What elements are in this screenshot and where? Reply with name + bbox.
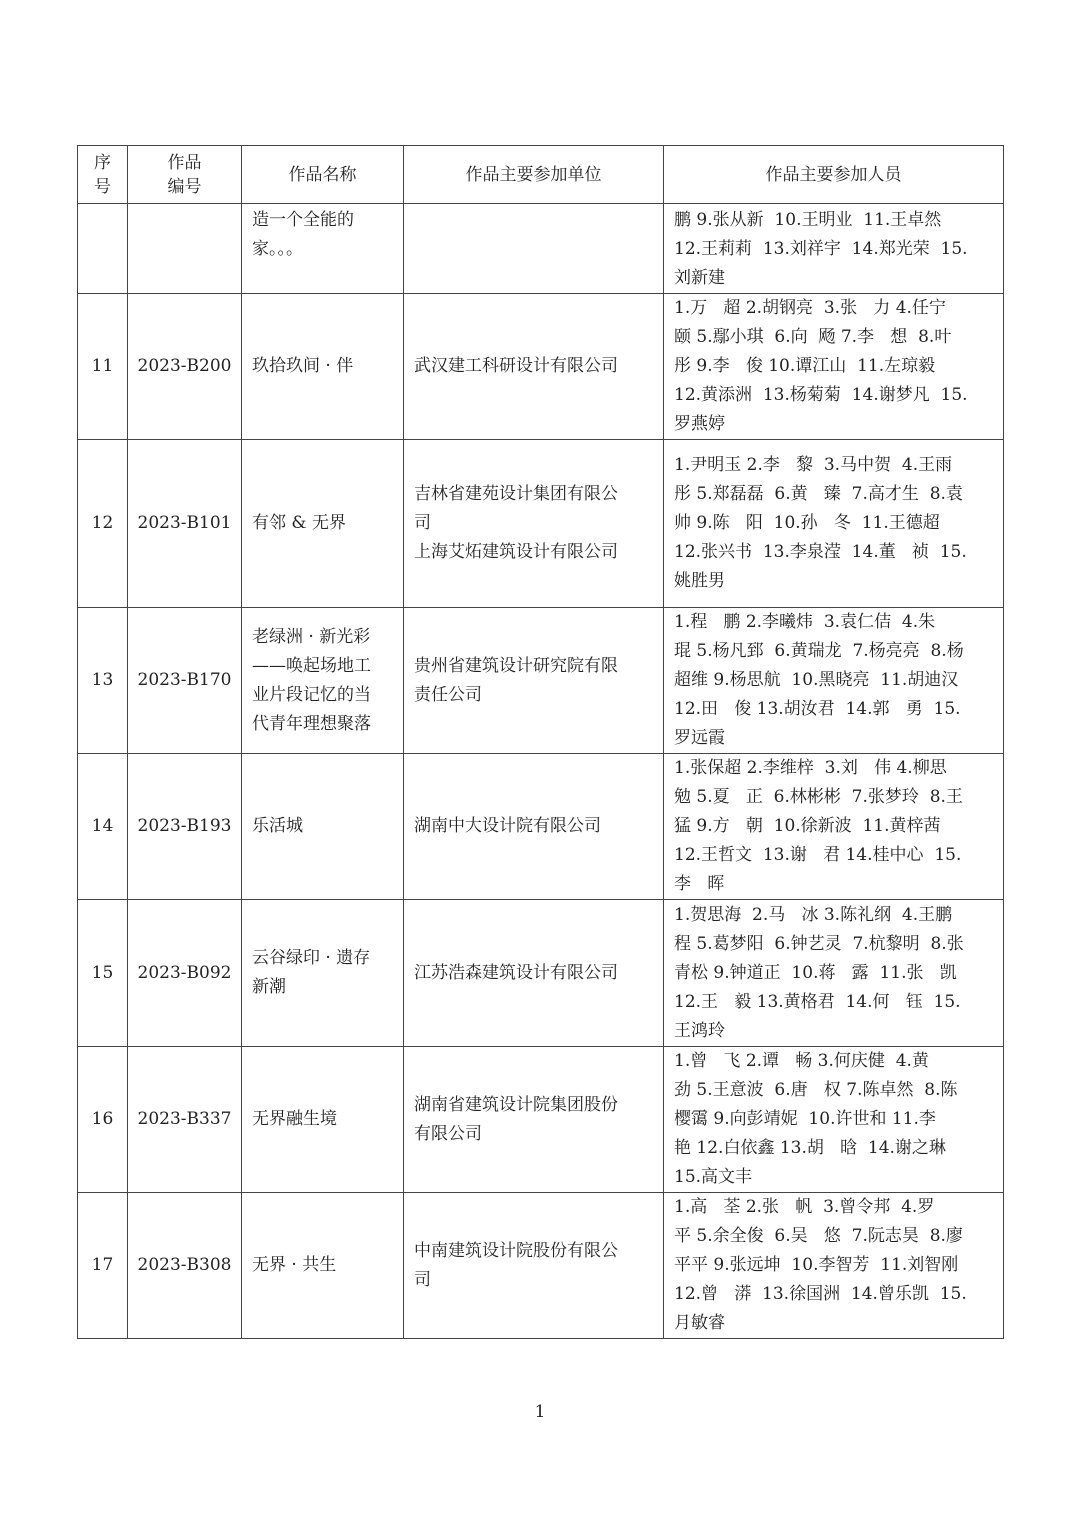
people-line: 1.贺思海 2.马 冰 3.陈礼纲 4.王鹏 [674, 904, 953, 925]
people-line: 平 5.余全俊 6.吴 悠 7.阮志昊 8.廖 [674, 1226, 963, 1246]
people-line: 琨 5.杨凡郅 6.黄瑞龙 7.杨亮亮 8.杨 [674, 641, 964, 661]
name-line: 业片段记忆的当 [252, 684, 371, 705]
table-row [78, 608, 1004, 754]
table-header-row [78, 146, 1004, 204]
people-line: 帅 9.陈 阳 10.孙 冬 11.王德超 [674, 513, 940, 533]
header-name: 作品名称 [242, 146, 404, 204]
table-row [78, 900, 1004, 1047]
people-line: 1.张保超 2.李维梓 3.刘 伟 4.柳思 [674, 758, 947, 778]
name-line: 代青年理想聚落 [252, 713, 371, 734]
cell-code: 2023-B193 [128, 754, 242, 900]
people-line: 彤 9.李 俊 10.谭江山 11.左琼毅 [674, 356, 936, 376]
people-line: 15.高文丰 [674, 1167, 753, 1187]
name-line: 家。。。 [252, 239, 303, 259]
cell-people [664, 754, 1004, 900]
people-line: 1.高 荃 2.张 帆 3.曾令邦 4.罗 [674, 1197, 935, 1217]
awards-table [77, 145, 1004, 1339]
cell-people [664, 294, 1004, 440]
unit-line: 武汉建工科研设计有限公司 [414, 356, 618, 376]
cell-people [664, 204, 1004, 294]
people-line: 樱霭 9.向彭靖妮 10.许世和 11.李 [674, 1109, 936, 1129]
cell-unit [404, 608, 664, 754]
page-number: 1 [534, 1402, 546, 1422]
cell-unit [404, 754, 664, 900]
cell-name [242, 608, 404, 754]
name-line: 造一个全能的 [252, 210, 354, 230]
cell-name [242, 1047, 404, 1193]
people-line: 超维 9.杨思航 10.黑晓亮 11.胡迪汉 [674, 670, 959, 690]
unit-line: 湖南中大设计院有限公司 [414, 816, 601, 836]
cell-code: 2023-B337 [128, 1047, 242, 1193]
people-line: 12.王莉莉 13.刘祥宇 14.郑光荣 15. [674, 239, 968, 259]
name-line: 老绿洲 · 新光彩 [252, 626, 371, 647]
people-line: 12.黄添洲 13.杨菊菊 14.谢梦凡 15. [674, 385, 968, 405]
people-line: 1.万 超 2.胡钢亮 3.张 力 4.任宁 [674, 298, 946, 318]
header-unit: 作品主要参加单位 [404, 146, 664, 204]
cell-name [242, 754, 404, 900]
people-line: 青松 9.钟道正 10.蒋 露 11.张 凯 [674, 962, 957, 983]
unit-line: 责任公司 [414, 684, 482, 705]
name-line: 新潮 [252, 977, 286, 997]
people-line: 劲 5.王意波 6.唐 权 7.陈卓然 8.陈 [674, 1080, 958, 1100]
cell-people [664, 1047, 1004, 1193]
unit-line: 吉林省建苑设计集团有限公 [414, 484, 618, 504]
unit-line: 上海艾炻建筑设计有限公司 [414, 542, 618, 562]
people-line: 姚胜男 [674, 571, 725, 591]
table-row [78, 754, 1004, 900]
cell-name [242, 1193, 404, 1339]
table-row [78, 294, 1004, 440]
cell-unit [404, 900, 664, 1047]
people-line: 12.王 毅 13.黄格君 14.何 钰 15. [674, 991, 961, 1012]
cell-no: 16 [78, 1047, 128, 1193]
name-line: 乐活城 [252, 816, 303, 836]
name-line: 无界融生境 [252, 1109, 337, 1129]
unit-line: 贵州省建筑设计研究院有限 [414, 655, 618, 676]
cell-code: 2023-B170 [128, 608, 242, 754]
cell-no: 11 [78, 294, 128, 440]
cell-people [664, 440, 1004, 608]
cell-unit [404, 1047, 664, 1193]
people-line: 12.张兴书 13.李泉滢 14.董 祯 15. [674, 542, 967, 562]
cell-name [242, 900, 404, 1047]
unit-line: 湖南省建筑设计院集团股份 [414, 1094, 618, 1115]
people-line: 刘新建 [674, 268, 725, 288]
cell-no [78, 204, 128, 294]
cell-code: 2023-B101 [128, 440, 242, 608]
name-line: 无界 · 共生 [252, 1255, 337, 1275]
people-line: 12.田 俊 13.胡汝君 14.郭 勇 15. [674, 699, 961, 719]
header-no: 序 号 [78, 146, 128, 204]
unit-line: 中南建筑设计院股份有限公 [414, 1240, 618, 1261]
unit-line: 司 [414, 1269, 431, 1290]
people-line: 艳 12.白依鑫 13.胡 晗 14.谢之琳 [674, 1138, 946, 1158]
cell-unit [404, 1193, 664, 1339]
people-line: 罗燕婷 [674, 414, 725, 434]
name-line: 玖拾玖间 · 伴 [252, 356, 354, 376]
people-line: 勉 5.夏 正 6.林彬彬 7.张梦玲 8.王 [674, 787, 963, 807]
people-line: 罗远霞 [674, 728, 725, 748]
cell-no: 17 [78, 1193, 128, 1339]
people-line: 李 晖 [674, 874, 725, 894]
people-line: 1.曾 飞 2.谭 畅 3.何庆健 4.黄 [674, 1051, 929, 1071]
table-row [78, 1193, 1004, 1339]
people-line: 彤 5.郑磊磊 6.黄 臻 7.高才生 8.袁 [674, 484, 963, 504]
name-line: 云谷绿印 · 遗存 [252, 948, 371, 968]
people-line: 12.曾 漭 13.徐国洲 14.曾乐凯 15. [674, 1284, 967, 1304]
cell-no: 15 [78, 900, 128, 1047]
cell-name [242, 204, 404, 294]
cell-unit [404, 294, 664, 440]
people-line: 王鸿玲 [674, 1020, 725, 1041]
people-line: 猛 9.方 朝 10.徐新波 11.黄梓茜 [674, 816, 941, 836]
header-people: 作品主要参加人员 [664, 146, 1004, 204]
cell-no: 13 [78, 608, 128, 754]
people-line: 月敏睿 [674, 1313, 725, 1333]
people-line: 鹏 9.张从新 10.王明业 11.王卓然 [674, 210, 942, 230]
cell-code: 2023-B200 [128, 294, 242, 440]
table-row [78, 1047, 1004, 1193]
cell-code: 2023-B092 [128, 900, 242, 1047]
unit-line: 有限公司 [414, 1123, 482, 1144]
unit-line: 司 [414, 513, 431, 533]
cell-no: 14 [78, 754, 128, 900]
people-line: 平平 9.张远坤 10.李智芳 11.刘智刚 [674, 1255, 959, 1275]
cell-name [242, 294, 404, 440]
cell-people [664, 1193, 1004, 1339]
cell-code [128, 204, 242, 294]
cell-people [664, 608, 1004, 754]
people-line: 12.王哲文 13.谢 君 14.桂中心 15. [674, 845, 962, 865]
cell-unit [404, 204, 664, 294]
cell-code: 2023-B308 [128, 1193, 242, 1339]
people-line: 1.尹明玉 2.李 黎 3.马中贺 4.王雨 [674, 455, 953, 475]
table-row [78, 440, 1004, 608]
table-row-continuation [78, 204, 1004, 294]
people-line: 1.程 鹏 2.李曦炜 3.袁仁佶 4.朱 [674, 612, 936, 632]
people-line: 颐 5.鄢小琪 6.向 飏 7.李 想 8.叶 [674, 327, 952, 347]
header-code: 作品 编号 [128, 146, 242, 204]
unit-line: 江苏浩森建筑设计有限公司 [414, 962, 618, 983]
cell-people [664, 900, 1004, 1047]
name-line: ——唤起场地工 [252, 655, 371, 676]
people-line: 程 5.葛梦阳 6.钟艺灵 7.杭黎明 8.张 [674, 933, 964, 954]
cell-unit [404, 440, 664, 608]
cell-name [242, 440, 404, 608]
cell-no: 12 [78, 440, 128, 608]
name-line: 有邻 & 无界 [252, 513, 346, 533]
